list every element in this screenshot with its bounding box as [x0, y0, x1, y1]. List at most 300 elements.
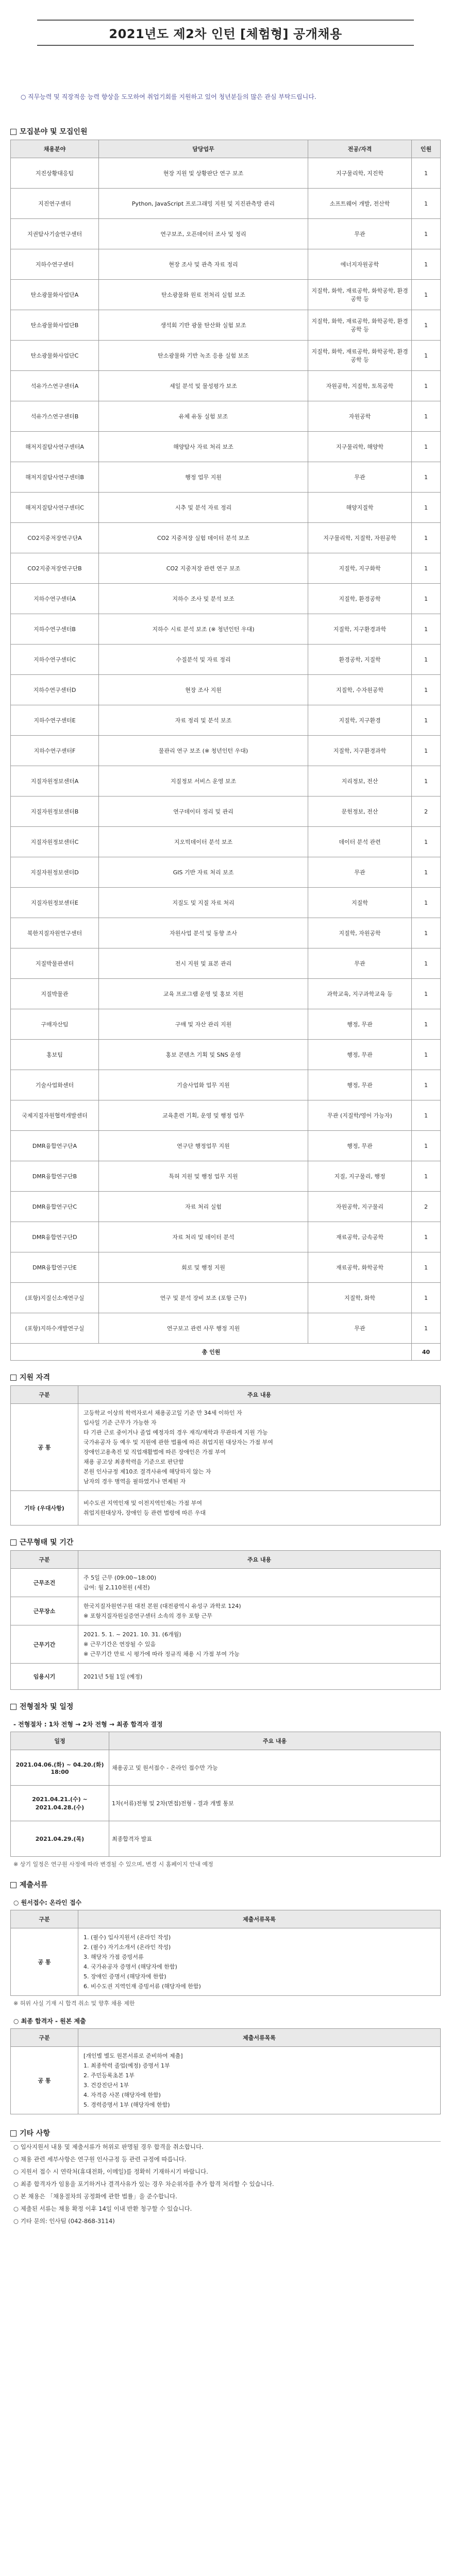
other-item	[13, 2204, 438, 2214]
other-item-text: 채용 관련 세부사항은 연구원 인사규정 등 관련 규정에 따릅니다.	[20, 2156, 187, 2163]
eligibility-row-label: 공 통	[11, 1404, 78, 1491]
conditions-row-content	[78, 1569, 441, 1597]
conditions-row-item: ※ 근무기간은 연장될 수 있음	[83, 1641, 156, 1648]
recruit-duty: 행정 업무 지원	[99, 462, 308, 493]
circle-bullet-icon: ○	[13, 2217, 21, 2225]
recruit-major: 지질학, 화학, 재료공학, 화학공학, 환경공학 등	[308, 280, 412, 310]
recruit-major: 무관	[308, 1313, 412, 1344]
recruit-field: 국제지질자원협력개발센터	[11, 1100, 99, 1131]
section-recruit-title	[10, 126, 441, 137]
recruit-row	[11, 766, 441, 796]
checkbox-square-icon	[10, 1539, 16, 1546]
conditions-row-label: 근무장소	[11, 1597, 78, 1625]
other-item-text: 입사지원서 내용 및 제출서류가 허위로 판명될 경우 합격을 취소합니다.	[20, 2143, 204, 2150]
section-other-title	[10, 2128, 441, 2138]
page	[0, 20, 451, 2576]
recruit-field: 홍보팀	[11, 1040, 99, 1070]
recruit-count: 2	[412, 796, 441, 827]
recruit-field: DMR융합연구단B	[11, 1161, 99, 1192]
recruit-duty: 구매 및 자산 관리 지원	[99, 1009, 308, 1040]
checkbox-square-icon	[10, 1882, 16, 1888]
documents-body	[11, 1928, 441, 1996]
recruit-row	[11, 827, 441, 857]
recruit-row	[11, 1222, 441, 1252]
recruit-count: 1	[412, 1131, 441, 1161]
other-item	[13, 2191, 438, 2201]
documents-table	[10, 1910, 441, 1996]
recruit-count: 1	[412, 1070, 441, 1100]
recruit-row	[11, 249, 441, 280]
other-item	[13, 2179, 438, 2189]
recruit-duty: 홍보 콘텐츠 기획 및 SNS 운영	[99, 1040, 308, 1070]
recruit-row	[11, 310, 441, 341]
recruit-row	[11, 1161, 441, 1192]
final-documents-header-row	[11, 2029, 441, 2047]
recruit-major: 행정, 무관	[308, 1040, 412, 1070]
other-item-text: 기타 문의: 인사팀 (042-868-3114)	[20, 2217, 115, 2225]
section-conditions-heading: 근무형태 및 기간	[20, 1538, 74, 1547]
recruit-field: 석유가스연구센터B	[11, 401, 99, 432]
recruit-row	[11, 219, 441, 249]
recruit-field: 지하수연구센터F	[11, 736, 99, 766]
recruit-major: 지질, 지구물리, 행정	[308, 1161, 412, 1192]
recruit-duty: 연구보고 관련 사무 행정 지원	[99, 1313, 308, 1344]
recruit-major: 지구물리학, 지진학	[308, 158, 412, 189]
recruit-duty: 연구데이터 정리 및 관리	[99, 796, 308, 827]
recruit-body	[11, 158, 441, 1344]
section-recruit-heading: 모집분야 및 모집인원	[20, 128, 88, 136]
recruit-major: 무관	[308, 857, 412, 888]
schedule-col-date: 일정	[11, 1732, 109, 1750]
eligibility-row-item: 장애인고용촉진 및 직업재활법에 따른 장애인은 가점 부여	[83, 1449, 226, 1455]
circle-bullet-icon: ○	[21, 93, 26, 100]
other-body	[13, 2142, 438, 2226]
recruit-count: 1	[412, 523, 441, 553]
final-documents-row-item: [개인별 별도 원본서류로 준비하여 제출]	[83, 2053, 183, 2059]
recruit-count: 1	[412, 918, 441, 948]
eligibility-col-type: 구분	[11, 1386, 78, 1404]
final-documents-col-list: 제출서류목록	[78, 2029, 441, 2047]
recruit-major: 지질학, 화학, 재료공학, 화학공학, 환경공학 등	[308, 341, 412, 371]
eligibility-row-item: 입사일 기준 근무가 가능한 자	[83, 1419, 157, 1426]
recruit-field: 지진연구센터	[11, 189, 99, 219]
recruit-row	[11, 1009, 441, 1040]
recruit-duty: 연구단 행정업무 지원	[99, 1131, 308, 1161]
recruit-count: 1	[412, 979, 441, 1009]
recruit-duty: 연구보조, 오픈데이터 조사 및 정리	[99, 219, 308, 249]
recruit-duty: CO2 지중저장 실험 데이터 분석 보조	[99, 523, 308, 553]
eligibility-body	[11, 1404, 441, 1526]
recruit-duty: 현장 조사 및 관측 자료 정리	[99, 249, 308, 280]
other-item-text: 최종 합격자가 임용을 포기하거나 결격사유가 있는 경우 차순위자를 추가 합격 처리할 수 있습니다.	[20, 2180, 274, 2188]
recruit-row	[11, 158, 441, 189]
conditions-col-content: 주요 내용	[78, 1551, 441, 1569]
section-conditions-title	[10, 1537, 441, 1547]
circle-bullet-icon: ○	[13, 2205, 21, 2212]
recruit-major: 지질학, 지구환경	[308, 705, 412, 736]
recruit-duty: 현장 지원 및 상황판단 연구 보조	[99, 158, 308, 189]
recruit-field: 기술사업화센터	[11, 1070, 99, 1100]
checkbox-square-icon	[10, 1704, 16, 1710]
conditions-body	[11, 1569, 441, 1690]
recruit-duty: Python, JavaScript 프로그래밍 지원 및 지진관측망 관리	[99, 189, 308, 219]
final-documents-row	[11, 2047, 441, 2114]
checkbox-square-icon	[10, 129, 16, 135]
final-documents-row-item: 2. 주민등록초본 1부	[83, 2072, 135, 2079]
conditions-row-content	[78, 1664, 441, 1690]
recruit-duty: 연구 및 분석 장비 보조 (포항 근무)	[99, 1283, 308, 1313]
eligibility-header-row	[11, 1386, 441, 1404]
documents-row-item: 1. (필수) 입사지원서 (온라인 작성)	[83, 1934, 171, 1941]
recruit-count: 1	[412, 1100, 441, 1131]
recruit-field: 지질박물관센터	[11, 948, 99, 979]
recruit-row	[11, 584, 441, 614]
recruit-count: 1	[412, 857, 441, 888]
recruit-field: 탄소광물화사업단B	[11, 310, 99, 341]
recruit-major: 소프트웨어 개발, 전산학	[308, 189, 412, 219]
recruit-field: DMR융합연구단D	[11, 1222, 99, 1252]
recruit-row	[11, 432, 441, 462]
recruit-row	[11, 645, 441, 675]
recruit-duty: 자료 처리 실험	[99, 1192, 308, 1222]
section-other-heading: 기타 사항	[20, 2129, 50, 2138]
recruit-count: 1	[412, 1161, 441, 1192]
eligibility-row-item: 본원 인사규정 제10조 결격사유에 해당하지 않는 자	[83, 1468, 211, 1475]
documents-row-item: 3. 해당자 가점 증빙서류	[83, 1954, 144, 1960]
recruit-duty: 물관리 연구 보조 (※ 청년인턴 우대)	[99, 736, 308, 766]
intro-body: 직무능력 및 직장적응 능력 향상을 도모하여 취업기회를 지원하고 있어 청년분들의 많은 관심 부탁드립니다.	[28, 93, 316, 100]
recruit-count: 1	[412, 310, 441, 341]
recruit-duty: 교육훈련 기획, 운영 및 행정 업무	[99, 1100, 308, 1131]
eligibility-row-item: 타 기관 근로 중이거나 졸업 예정자의 경우 재직/재학과 무관하게 지원 가능	[83, 1429, 268, 1436]
final-documents-row-item: 1. 최종학력 졸업(예정) 증명서 1부	[83, 2062, 170, 2069]
recruit-count: 1	[412, 584, 441, 614]
recruit-count: 1	[412, 553, 441, 584]
recruit-col-major: 전공/자격	[308, 140, 412, 158]
conditions-row-label: 근무조건	[11, 1569, 78, 1597]
documents-row-item: 5. 장애인 증명서 (해당자에 한함)	[83, 1973, 166, 1980]
eligibility-table	[10, 1385, 441, 1526]
recruit-duty: 전시 지원 및 표본 관리	[99, 948, 308, 979]
eligibility-row-item: 국가유공자 등 예우 및 지원에 관한 법률에 따른 취업지원 대상자는 가점 부여	[83, 1439, 273, 1446]
documents-row-item: 2. (필수) 자기소개서 (온라인 작성)	[83, 1944, 171, 1951]
recruit-row	[11, 796, 441, 827]
recruit-col-count: 인원	[412, 140, 441, 158]
recruit-count: 1	[412, 1040, 441, 1070]
recruit-field: 구매자산팀	[11, 1009, 99, 1040]
schedule-date: 2021.04.21.(수) ~ 2021.04.28.(수)	[11, 1786, 109, 1821]
circle-bullet-icon: ○	[13, 2156, 21, 2163]
recruit-row	[11, 888, 441, 918]
conditions-row-item: 한국지질자원연구원 대전 본원 (대전광역시 유성구 과학로 124)	[83, 1603, 241, 1609]
documents-row	[11, 1928, 441, 1996]
recruit-major: 행정, 무관	[308, 1131, 412, 1161]
recruit-duty: 시추 및 분석 자료 정리	[99, 493, 308, 523]
recruit-major: 자원공학	[308, 401, 412, 432]
recruit-field: 지권탐사기술연구센터	[11, 219, 99, 249]
recruit-row	[11, 1313, 441, 1344]
recruit-duty: 지하수 조사 및 분석 보조	[99, 584, 308, 614]
recruit-count: 1	[412, 1252, 441, 1283]
recruit-count: 1	[412, 948, 441, 979]
recruit-duty: 특허 지원 및 행정 업무 지원	[99, 1161, 308, 1192]
section-eligibility-title	[10, 1372, 441, 1382]
intro-text	[21, 92, 430, 101]
checkbox-square-icon	[10, 2130, 16, 2137]
page-title: 2021년도 제2차 인턴 [체험형] 공개채용	[109, 27, 342, 41]
schedule-header-row	[11, 1732, 441, 1750]
recruit-field: 지하수연구센터C	[11, 645, 99, 675]
documents-row-content	[78, 1928, 441, 1996]
recruit-count: 1	[412, 371, 441, 401]
recruit-major: 지질학, 지구화학	[308, 553, 412, 584]
recruit-row	[11, 553, 441, 584]
recruit-major: 지질학, 지구환경과학	[308, 614, 412, 645]
recruit-major: 무관	[308, 219, 412, 249]
recruit-major: 지질학	[308, 888, 412, 918]
other-item-text: 본 채용은 「채용절차의 공정화에 관한 법률」을 준수합니다.	[20, 2193, 177, 2200]
recruit-row	[11, 1100, 441, 1131]
recruit-col-duty: 담당업무	[99, 140, 308, 158]
recruit-major: 재료공학, 화학공학	[308, 1252, 412, 1283]
recruit-major: 환경공학, 지질학	[308, 645, 412, 675]
conditions-row	[11, 1664, 441, 1690]
eligibility-row-item: 고등학교 이상의 학력자로서 채용공고일 기준 만 34세 이하인 자	[83, 1410, 242, 1416]
recruit-count: 1	[412, 888, 441, 918]
eligibility-row-label: 기타 (우대사항)	[11, 1491, 78, 1526]
recruit-field: DMR융합연구단E	[11, 1252, 99, 1283]
recruit-col-field: 채용분야	[11, 140, 99, 158]
schedule-col-content: 주요 내용	[109, 1732, 441, 1750]
section-schedule-heading: 전형절차 및 일정	[20, 1703, 74, 1711]
conditions-row-item: 급여: 월 2,110천원 (세전)	[83, 1584, 150, 1591]
recruit-row	[11, 705, 441, 736]
final-documents-body	[11, 2047, 441, 2114]
section-documents-title	[10, 1879, 441, 1890]
recruit-row	[11, 1070, 441, 1100]
recruit-duty: 회로 및 행정 지원	[99, 1252, 308, 1283]
recruit-duty: 탄소광물화 원료 전처리 실험 보조	[99, 280, 308, 310]
recruit-duty: 생석회 기반 광물 탄산화 실험 보조	[99, 310, 308, 341]
eligibility-row-item: 취업지원대상자, 장애인 등 관련 법령에 따른 우대	[83, 1510, 206, 1516]
recruit-duty: 지질정보 서비스 운영 보조	[99, 766, 308, 796]
circle-bullet-icon: ○	[13, 2168, 21, 2175]
recruit-count: 1	[412, 1313, 441, 1344]
recruit-count: 1	[412, 675, 441, 705]
recruit-field: CO2지중저장연구단A	[11, 523, 99, 553]
recruit-count: 1	[412, 219, 441, 249]
recruit-row	[11, 523, 441, 553]
schedule-date: 2021.04.06.(화) ~ 04.20.(화) 18:00	[11, 1750, 109, 1786]
recruit-duty: 교육 프로그램 운영 및 홍보 지원	[99, 979, 308, 1009]
other-item	[13, 2142, 438, 2152]
recruit-row	[11, 401, 441, 432]
recruit-row	[11, 189, 441, 219]
recruit-field: (포항)지하수개발연구실	[11, 1313, 99, 1344]
recruit-major: 지질학, 지구환경과학	[308, 736, 412, 766]
recruit-major: 지질학, 자원공학	[308, 918, 412, 948]
section-schedule-title	[10, 1701, 441, 1711]
conditions-row-item: ※ 근무기간 만료 시 평가에 따라 정규직 채용 시 가점 부여 가능	[83, 1651, 240, 1657]
recruit-field: 석유가스연구센터A	[11, 371, 99, 401]
recruit-major: 자원공학, 지질학, 토목공학	[308, 371, 412, 401]
eligibility-row	[11, 1491, 441, 1526]
recruit-row	[11, 614, 441, 645]
recruit-duty: 셰일 분석 및 물성평가 보조	[99, 371, 308, 401]
recruit-field: 탄소광물화사업단C	[11, 341, 99, 371]
other-item-text: 제출된 서류는 채용 확정 이후 14일 이내 반환 청구할 수 있습니다.	[20, 2205, 192, 2212]
recruit-field: DMR융합연구단A	[11, 1131, 99, 1161]
recruit-count: 1	[412, 280, 441, 310]
recruit-row	[11, 1040, 441, 1070]
recruit-count: 1	[412, 249, 441, 280]
recruit-count: 1	[412, 736, 441, 766]
recruit-field: 북한지질자원연구센터	[11, 918, 99, 948]
eligibility-row-content	[78, 1491, 441, 1526]
recruit-major: 에너지자원공학	[308, 249, 412, 280]
other-item	[13, 2166, 438, 2177]
schedule-detail: 채용공고 및 원서접수 - 온라인 접수만 가능	[109, 1750, 441, 1786]
recruit-total-label: 총 인원	[11, 1344, 412, 1361]
recruit-duty: 지질도 및 지질 자료 처리	[99, 888, 308, 918]
conditions-row-item: 주 5일 근무 (09:00~18:00)	[83, 1574, 157, 1581]
recruit-count: 1	[412, 645, 441, 675]
recruit-row	[11, 918, 441, 948]
recruit-count: 1	[412, 189, 441, 219]
recruit-duty: 유체 유동 실험 보조	[99, 401, 308, 432]
schedule-subtitle: - 전형절차 : 1차 전형 → 2차 전형 → 최종 합격자 결정	[13, 1721, 163, 1728]
recruit-duty: CO2 지중저장 관련 연구 보조	[99, 553, 308, 584]
conditions-row-content	[78, 1597, 441, 1625]
documents-col-type: 구분	[11, 1910, 78, 1928]
conditions-row-item: ※ 포항지질자원실증연구센터 소속의 경우 포항 근무	[83, 1613, 212, 1619]
final-documents-table	[10, 2028, 441, 2114]
recruit-count: 1	[412, 158, 441, 189]
recruit-row	[11, 462, 441, 493]
circle-bullet-icon: ○	[13, 2143, 21, 2150]
recruit-duty: 수질분석 및 자료 정리	[99, 645, 308, 675]
eligibility-row-item: 비수도권 지역인재 및 이전지역인재는 가점 부여	[83, 1500, 203, 1506]
recruit-row	[11, 341, 441, 371]
recruit-count: 1	[412, 614, 441, 645]
recruit-row	[11, 1192, 441, 1222]
recruit-duty: 지하수 시료 분석 보조 (※ 청년인턴 우대)	[99, 614, 308, 645]
recruit-duty: 자원사업 분석 및 동향 조사	[99, 918, 308, 948]
conditions-row-item: 2021. 5. 1. ~ 2021. 10. 31. (6개월)	[83, 1631, 181, 1638]
other-item	[13, 2216, 438, 2226]
conditions-row	[11, 1625, 441, 1664]
recruit-field: DMR융합연구단C	[11, 1192, 99, 1222]
documents-row-item: 4. 국가유공자 증명서 (해당자에 한함)	[83, 1963, 177, 1970]
documents-header-row	[11, 1910, 441, 1928]
recruit-field: CO2지중저장연구단B	[11, 553, 99, 584]
recruit-field: 지질자원정보센터B	[11, 796, 99, 827]
recruit-count: 1	[412, 827, 441, 857]
recruit-duty: 현장 조사 지원	[99, 675, 308, 705]
recruit-total-row	[11, 1344, 441, 1361]
eligibility-col-content: 주요 내용	[78, 1386, 441, 1404]
circle-bullet-icon: ○	[13, 2180, 21, 2188]
recruit-duty: GIS 기반 자료 처리 보조	[99, 857, 308, 888]
recruit-row	[11, 948, 441, 979]
recruit-field: 지하수연구센터B	[11, 614, 99, 645]
conditions-row-label: 근무기간	[11, 1625, 78, 1664]
recruit-count: 1	[412, 493, 441, 523]
recruit-duty: 자료 처리 및 데이터 분석	[99, 1222, 308, 1252]
recruit-row	[11, 979, 441, 1009]
schedule-body	[11, 1750, 441, 1857]
schedule-date: 2021.04.29.(목)	[11, 1821, 109, 1857]
documents-note: ※ 허위 사실 기재 시 합격 취소 및 향후 채용 제한	[13, 2000, 135, 2007]
recruit-field: 해저지질탐사연구센터C	[11, 493, 99, 523]
recruit-field: 탄소광물화사업단A	[11, 280, 99, 310]
recruit-count: 2	[412, 1192, 441, 1222]
final-documents-row-label: 공 통	[11, 2047, 78, 2114]
conditions-row-content	[78, 1625, 441, 1664]
conditions-header-row	[11, 1551, 441, 1569]
recruit-duty: 탄소광물화 기반 녹조 응용 실험 보조	[99, 341, 308, 371]
schedule-detail: 1차(서류)전형 및 2차(면접)전형 - 결과 개별 통보	[109, 1786, 441, 1821]
checkbox-square-icon	[10, 1375, 16, 1381]
recruit-field: 지하수연구센터A	[11, 584, 99, 614]
circle-bullet-icon: ○	[13, 2193, 21, 2200]
recruit-major: 자원공학, 지구물리	[308, 1192, 412, 1222]
recruit-row	[11, 736, 441, 766]
recruit-row	[11, 857, 441, 888]
recruit-major: 무관 (지질학/영어 가능자)	[308, 1100, 412, 1131]
documents-apply-title: ○ 원서접수: 온라인 접수	[13, 1899, 82, 1906]
other-item-text: 지원서 접수 시 연락처(휴대전화, 이메일)를 정확히 기재하시기 바랍니다.	[20, 2168, 208, 2175]
recruit-major: 데이터 분석 관련	[308, 827, 412, 857]
recruit-field: 지질자원정보센터E	[11, 888, 99, 918]
recruit-field: (포항)지질신소재연구실	[11, 1283, 99, 1313]
eligibility-row	[11, 1404, 441, 1491]
recruit-field: 해저지질탐사연구센터A	[11, 432, 99, 462]
recruit-row	[11, 1252, 441, 1283]
schedule-row	[11, 1786, 441, 1821]
documents-row-label: 공 통	[11, 1928, 78, 1996]
recruit-major: 행정, 무관	[308, 1009, 412, 1040]
recruit-field: 지질박물관	[11, 979, 99, 1009]
recruit-total-value: 40	[412, 1344, 441, 1361]
recruit-count: 1	[412, 766, 441, 796]
recruit-field: 지질자원정보센터D	[11, 857, 99, 888]
conditions-col-type: 구분	[11, 1551, 78, 1569]
recruit-major: 무관	[308, 462, 412, 493]
recruit-row	[11, 1131, 441, 1161]
recruit-major: 행정, 무관	[308, 1070, 412, 1100]
recruit-count: 1	[412, 1222, 441, 1252]
recruit-row	[11, 280, 441, 310]
conditions-table	[10, 1550, 441, 1690]
eligibility-row-content	[78, 1404, 441, 1491]
schedule-row	[11, 1821, 441, 1857]
recruit-major: 재료공학, 금속공학	[308, 1222, 412, 1252]
conditions-row	[11, 1569, 441, 1597]
recruit-row	[11, 493, 441, 523]
documents-row-item: 6. 비수도권 지역인재 증빙서류 (해당자에 한함)	[83, 1983, 201, 1990]
final-documents-row-item: 3. 건강진단서 1부	[83, 2082, 129, 2089]
schedule-row	[11, 1750, 441, 1786]
recruit-field: 지하수연구센터	[11, 249, 99, 280]
conditions-row	[11, 1597, 441, 1625]
recruit-table	[10, 140, 441, 1361]
recruit-row	[11, 1283, 441, 1313]
recruit-field: 지하수연구센터E	[11, 705, 99, 736]
recruit-duty: 기술사업화 업무 지원	[99, 1070, 308, 1100]
final-documents-col-type: 구분	[11, 2029, 78, 2047]
recruit-field: 지질자원정보센터A	[11, 766, 99, 796]
